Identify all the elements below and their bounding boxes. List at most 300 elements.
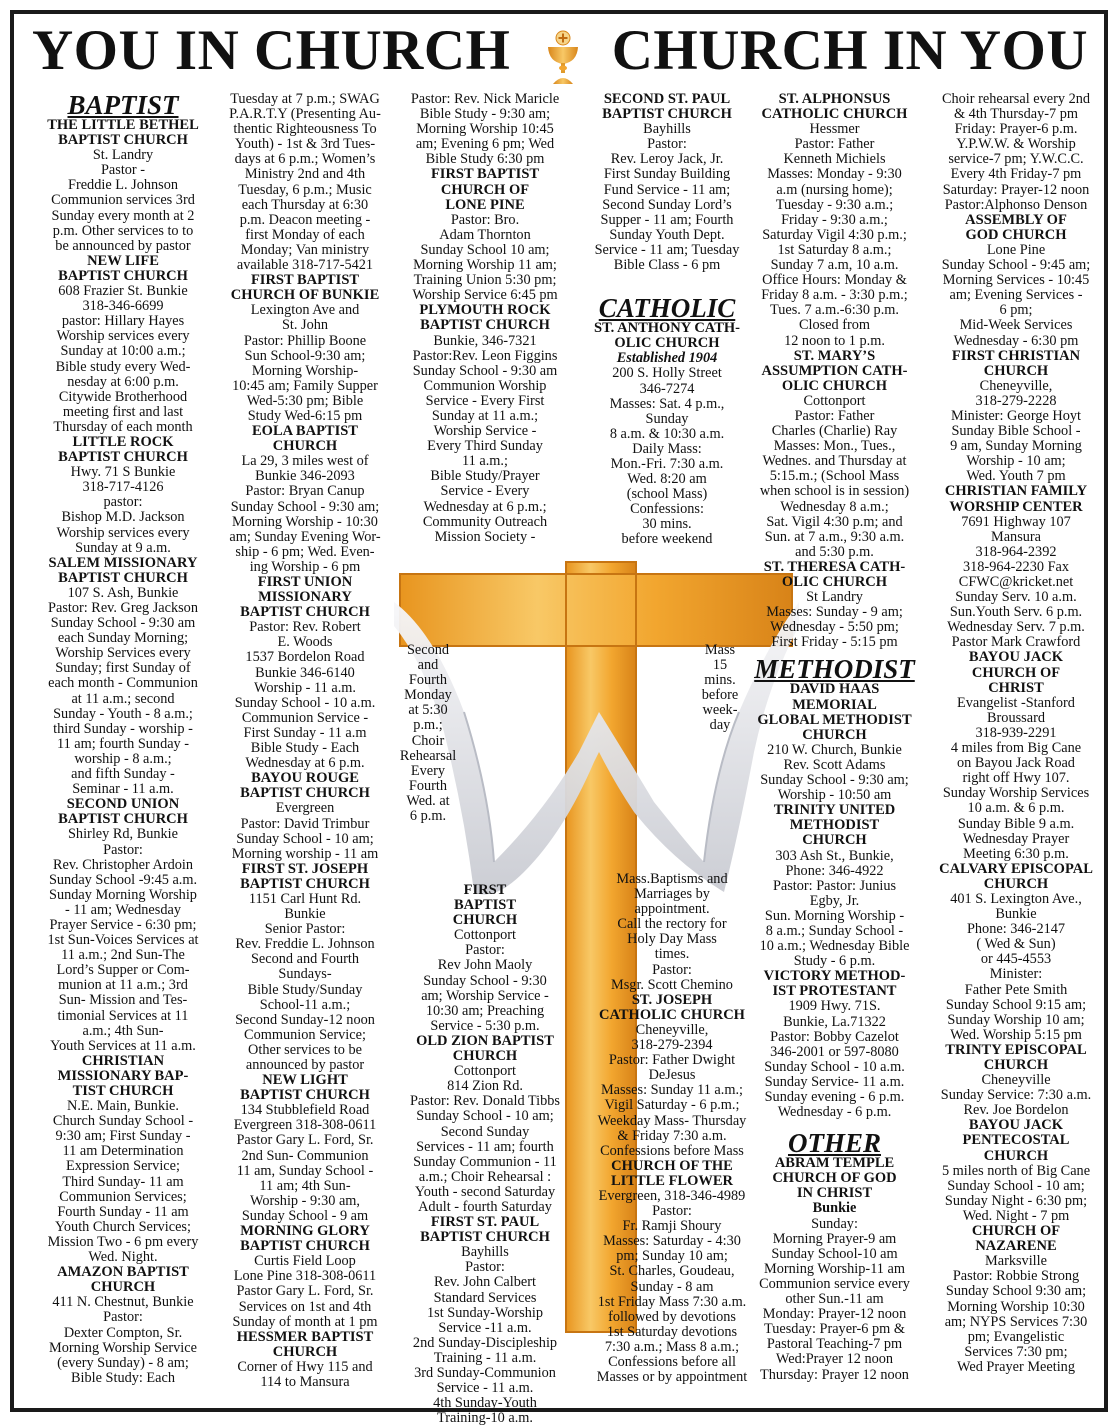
listing-text: (every Sunday) - 8 am; [57,1354,189,1371]
listing-text: Second and Fourth [250,951,359,968]
listing-text: and [417,657,439,674]
listing-text: Wednesday - 5:50 pm; [770,619,899,636]
listing-text: Rev. Leroy Jack, Jr. [610,151,724,168]
church-name: PLYMOUTH ROCK [419,302,551,319]
listing-text: Sunday School - 10 am; [416,1108,554,1125]
listing-text: Rev. John Calbert [434,1274,536,1291]
listing-text: Pastor: Father [794,407,875,424]
listing-text: Tuesday at 7 p.m.; SWAG [230,91,380,107]
listing-text: Call the rectory for [617,916,727,933]
listing-text: N.E. Main, Bunkie. [67,1098,179,1115]
church-name: BAPTIST CHURCH [58,811,188,828]
listing-text: Tuesday: Prayer-6 pm & [764,1321,905,1338]
listing-text: Pastor: [647,136,687,153]
listing-text: P.A.R.T.Y (Presenting Au- [229,106,381,123]
listing-text: Bible Study/Prayer [430,468,540,485]
listing-text: Wed-5:30 pm; Bible [246,392,364,409]
listing-text: Wed:Prayer 12 noon [775,1351,894,1368]
listing-text: Sunday School - 9:30 [423,972,547,989]
listing-text: Lone Pine 318-308-0611 [233,1268,377,1285]
listing-text: Pastor Gary L. Ford, Sr. [236,1132,374,1149]
listing-text: Pastor: [465,1259,505,1276]
listing-text: Hessmer [809,121,860,138]
church-name: BAYOU JACK [968,649,1064,666]
listing-text: Services 7:30 pm; [964,1343,1068,1360]
listing-text: Wednes. and Thursday at [762,453,907,470]
listing-text: Sunday School - 10 am; [236,830,374,847]
listing-col5-other [752,1156,917,1382]
listing-text: Choir [411,732,445,749]
listing-col4-lower [586,872,758,1385]
listing-text: Pastor: Bro. [450,211,520,228]
listing-text: service-7 pm; Y.W.C.C. [948,151,1084,168]
listing-text: Monday: Prayer-12 noon [762,1306,907,1323]
listing-text: Saturday Vigil 4:30 p.m.; [762,226,907,243]
banner-title-left: YOU IN CHURCH [32,19,511,82]
listing-text: 6 pm; [999,302,1033,319]
listing-text: 346-2001 or 597-8080 [770,1043,899,1060]
listing-text: Sunday Worship 10 am; [947,1011,1085,1028]
church-name: TIST CHURCH [72,1083,174,1099]
listing-text: Sunday School - 10 a.m. [234,694,376,711]
listing-mid-right [692,643,748,734]
listing-text: 814 Zion Rd. [447,1078,523,1095]
church-name: CATHOLIC CHURCH [599,1006,745,1023]
listing-text: Broussard [987,709,1045,726]
church-name: CHRISTIAN [81,1052,165,1069]
listing-text: Bunkie 346-6140 [255,664,355,681]
church-name: FIRST [463,882,507,898]
listing-text: Friday 8 a.m. - 3:30 p.m.; [761,287,908,304]
church-name: MISSIONARY BAP- [57,1067,189,1084]
listing-text: 10 a.m.; Wednesday Bible [759,938,910,955]
listing-text: Bunkie [284,906,326,923]
church-name: METHODIST [789,817,880,834]
church-name: CHURCH [983,1147,1049,1164]
listing-text: Evangelist -Stanford [957,694,1075,711]
listing-text: and fifth Sunday - [71,766,175,783]
listing-text: 5 miles north of Big Cane [941,1162,1091,1179]
listing-text: Sunday School - 10 am; [947,1177,1085,1194]
listing-text: Pastor: [103,841,143,858]
listing-text: 8 a.m.; Sunday School - [765,922,904,939]
listing-text: thentic Righteousness To [233,121,377,138]
listing-text: Tuesday, 6 p.m.; Music [238,181,372,198]
listing-text: Sun. at 7 a.m., 9:30 a.m. [764,528,905,545]
listing-text: Office Hours: Monday & [762,272,907,289]
listing-text: Worship - 10:50 am [777,787,892,804]
listing-text: p.m.; [413,717,443,734]
listing-text: Second Sunday [440,1123,530,1140]
listing-text: Holy Day Mass [627,931,717,948]
listing-text: a.m (nursing home); [776,181,893,198]
listing-text: Phone: 346-2147 [966,921,1066,938]
church-name: IST PROTESTANT [772,983,897,1000]
church-name: SECOND ST. PAUL [603,91,731,107]
listing-text: & 4th Thursday-7 pm [953,106,1079,123]
listing-text: Communion Worship [423,377,547,394]
church-name: NEW LIFE [87,252,159,269]
church-name: FIRST ST. JOSEPH [241,860,369,877]
listing-text: 318-964-2392 [975,543,1057,560]
listing-text: 11 am; fourth Sunday - [56,735,190,752]
listing-text: 1st Saturday 8 a.m.; [777,241,892,258]
listing-text: Cottonport [803,392,866,409]
listing-text: Service - Every [440,483,530,500]
listing-text: Sunday: [811,1215,858,1232]
listing-text: Mission Two - 6 pm every [47,1233,199,1250]
listing-text: 1909 Hwy. 71S. [788,998,881,1015]
listing-text: Pastor: Phillip Boone [243,332,367,349]
listing-text: Thursday of each month [53,418,193,435]
listing-text: 107 S. Ash, Bunkie [67,584,179,601]
listing-text: timonial Services at 11 [57,1007,189,1024]
listing-text: Lord’s Supper or Com- [56,962,190,979]
listing-text: ship - 6 pm; Wed. Even- [235,543,375,560]
listing-text: Confessions before Mass [600,1142,744,1159]
listing-text: Ministry 2nd and 4th [244,166,366,183]
listing-text: Saturday: Prayer-12 noon [942,181,1090,198]
church-name: FIRST CHRISTIAN [951,347,1081,364]
listing-text: Pastor: [652,1203,692,1220]
listing-text: Youth - second Saturday [414,1183,556,1200]
church-name: CHURCH OF [440,181,530,198]
listing-text: am; Evening Services - [949,287,1083,304]
listing-text: Morning Worship-11 am [763,1260,905,1277]
listing-text: Wed Prayer Meeting [957,1358,1075,1375]
listing-text: ing Worship - 6 pm [249,558,361,575]
listing-col3-lower [391,883,579,1426]
listing-text: Worship Service - [433,423,537,440]
listing-text: Masses: Sat. 4 p.m., [609,395,725,412]
listing-text: Wednesday at 6 p.m.; [423,498,547,515]
church-name: GOD CHURCH [965,226,1067,243]
listing-text: Sunday School - 9:30 am; [760,772,909,789]
listing-text: Bible study every Wed- [55,358,191,375]
listing-text: Pastor: [465,942,505,959]
listing-text: Sunday Communion - 11 [413,1153,557,1170]
listing-text: Services - 11 am; fourth [416,1138,554,1155]
listing-text: Monday [404,687,452,704]
listing-text: 318-346-6699 [82,298,164,315]
listing-text: Lexington Ave and [250,302,360,319]
listing-text: Wednesday Serv. 7 p.m. [947,619,1085,636]
listing-text: Worship - 11 a.m. [254,679,356,696]
listing-text: Service - 11 am; Tuesday [594,241,740,258]
listing-text: 114 to Mansura [260,1373,350,1390]
listing-text: Evergreen [275,800,335,817]
church-name: ST. THERESA CATH- [763,558,906,575]
listing-text: Masses: Sunday - 9 am; [766,604,903,621]
listing-text: - 11 am; Wednesday [65,901,181,918]
listing-text: Sunday School - 10 a.m. [764,1058,905,1075]
listing-text: Communion Services; [59,1188,187,1205]
listing-text: Sunday School -9:45 a.m. [48,871,198,888]
listing-text: Seminar - 11 a.m. [72,781,174,798]
church-name: BAPTIST CHURCH [58,449,188,466]
church-name: OLIC CHURCH [781,377,888,394]
listing-text: Other services to be [248,1041,362,1058]
listing-text: Confessions: [630,501,704,518]
listing-text: Study - 6 p.m. [793,953,876,970]
listing-text: Masses: Mon., Tues., [773,438,896,455]
listing-text: Communion services 3rd [51,192,195,209]
listing-text: 9:30 am; First Sunday - [55,1128,191,1145]
listing-text: Sunday Night - 6:30 pm; [944,1192,1088,1209]
listing-text: Mon.-Fri. 7:30 a.m. [610,455,724,472]
listing-text: Dexter Compton, Sr. [63,1324,183,1341]
listing-text: Citywide Brotherhood [58,388,188,405]
listing-text: Evergreen, 318-346-4989 [598,1187,746,1204]
listing-text: Pastor: Bobby Cazelot [770,1028,899,1045]
church-name: NAZARENE [975,1238,1057,1255]
church-name: ASSEMBLY OF [965,211,1067,228]
listing-text: Minister: [989,966,1043,983]
listing-text: Second [406,642,450,658]
listing-text: Sunday Bible School - [951,423,1081,440]
section-heading-methodist: METHODIST [754,654,915,685]
listing-text: Lone Pine [986,241,1046,258]
listing-text: Second Sunday Lord’s [602,196,732,213]
listing-text: Y.P.W.W. & Worship [956,136,1076,153]
church-name: BAPTIST [453,897,517,914]
church-name: BAPTIST CHURCH [240,875,370,892]
church-name: OLD ZION BAPTIST [416,1032,554,1049]
church-name: THE LITTLE BETHEL [47,117,199,133]
listing-text: Wednesday - 6 p.m. [777,1104,892,1121]
listing-text: Bible Study 6:30 pm [425,151,545,168]
listing-text: 2nd Sunday-Discipleship [412,1334,558,1351]
church-name: PENTECOSTAL [962,1132,1070,1149]
church-name: TRINITY UNITED [773,802,896,819]
listing-text: First Sunday Building [603,166,731,183]
listing-text: Fund Service - 11 am; [603,181,731,198]
listing-text: 1537 Bordelon Road [245,649,365,666]
listing-text: pm; Evangelistic [967,1328,1065,1345]
st-anthony-continued [692,643,748,734]
listing-text: Bible Study - 9:30 am; [419,106,551,123]
listing-text: Wednesday 8 a.m.; [780,498,889,515]
listing-text: Pastor: David Trimbur [240,815,370,832]
church-name: CALVARY EPISCOPAL [939,860,1093,877]
listing-text: Thursday: Prayer 12 noon [760,1366,909,1383]
section-heading-other: OTHER [787,1128,881,1159]
listing-text: Bible Study - Each [250,740,360,757]
listing-text: Cottonport [454,927,516,944]
church-name: CHURCH [272,438,338,455]
listing-text: Vigil Saturday - 6 p.m.; [604,1097,740,1114]
listing-text: 11 am, Sunday School - [236,1162,374,1179]
church-name: BAPTIST CHURCH [420,317,550,334]
church-name: LITTLE FLOWER [610,1172,734,1189]
listing-text: Pastor: Bryan Canup [245,483,365,500]
listing-text: First Friday - 5:15 pm [771,634,898,651]
banner [14,14,1104,90]
listing-text: Pastor: Rev. Robert [249,619,361,636]
page-frame [10,10,1108,1426]
column-2 [214,92,396,1390]
listing-text: 4th Sunday-Youth [433,1395,537,1412]
listing-text: Minister: George Hoyt [951,407,1081,424]
listing-text: 608 Frazier St. Bunkie [58,283,188,300]
listing-text: Sunday of month at 1 pm [232,1313,378,1330]
listing-text: 8 a.m. & 10:30 a.m. [609,425,725,442]
listing-text: Monday; Van ministry [240,241,370,258]
listing-text: meeting first and last [62,403,184,420]
listing-text: Wednesday Prayer [962,830,1070,847]
listing-text: Cheneyville, [635,1021,709,1038]
listing-text: Sunday School 9:30 am; [945,1283,1087,1300]
church-name: SECOND UNION [66,796,180,813]
listing-text: 3rd Sunday-Communion [414,1365,556,1381]
listing-text: Masses: Monday - 9:30 [767,166,902,183]
listing-text: am; Evening 6 pm; Wed [415,136,555,153]
listing-text: Sunday School - 9 am [241,1207,369,1224]
listing-text: day [709,717,731,734]
listing-text: 318-939-2291 [975,724,1057,741]
listing-text: Rev. Freddie L. Johnson [235,936,375,953]
section-heading-baptist: BAPTIST [67,90,179,120]
listing-text: 318-964-2230 Fax [962,558,1070,575]
listing-text: announced by pastor [245,1057,365,1073]
listing-text: 11 am Determination [62,1143,184,1160]
listing-text: 318-279-2228 [975,392,1057,409]
listing-text: Masses: Saturday - 4:30 [603,1233,741,1250]
established-note: Established 1904 [616,350,718,367]
listing-mid-left [394,643,462,824]
church-name: FIRST UNION [257,574,353,590]
listing-text: 7:30 a.m.; Mass 8 a.m.; [604,1338,740,1355]
listing-text: Bible Class - 6 pm [613,257,721,274]
listing-text: week- [702,702,738,719]
listing-text: Communion Service - [241,709,369,726]
listing-text: or 445-4553 [980,951,1052,968]
listing-text: Sun School-9:30 am; [244,347,366,364]
church-name: LONE PINE [445,196,525,213]
listing-text: Marksville [985,1253,1047,1270]
listing-col6 [926,92,1106,1375]
listing-text: Confessions before all [608,1354,736,1370]
listing-text: Bayhills [461,1244,509,1261]
listing-text: Morning Worship 10:45 [416,121,554,138]
listing-text: Bunkie 346-2093 [255,468,355,485]
listing-text: Pastor Mark Crawford [951,634,1081,651]
listing-text: Pastor:Rev. Leon Figgins [412,347,558,364]
listing-text: Services on 1st and 4th [238,1298,372,1315]
listing-text: CFWC@kricket.net [958,574,1074,590]
listing-text: Morning Prayer-9 am [772,1230,897,1247]
listing-text: Adam Thornton [439,226,531,243]
church-name: FIRST BAPTIST [250,272,360,289]
listing-col4-catholic [577,321,757,547]
listing-text: Tuesday - 9:30 a.m.; [775,196,894,213]
listing-text: Bayhills [643,121,691,138]
listing-text: Youth) - 1st & 3rd Tues- [234,136,376,153]
listing-text: St. Charles, Goudeau, [609,1263,735,1280]
listing-text: 318-717-4126 [82,479,164,496]
church-name: BAPTIST CHURCH [240,785,370,802]
listing-text: 12 noon to 1 p.m. [784,332,885,349]
church-name: MEMORIAL [792,696,877,713]
church-name: BAYOU ROUGE [251,770,359,787]
listing-text: Sunday Youth Dept. [609,226,725,243]
column-3 [391,92,579,545]
chalice-icon [546,30,580,86]
listing-text: Sunday - Youth - 8 a.m.; [53,705,193,722]
listing-text: 10:45 am; Family Supper [232,377,378,394]
listing-text: Cottonport [454,1063,516,1080]
listing-text: each Thursday at 6:30 [241,196,369,213]
listing-text: worship - 8 a.m.; [74,750,172,767]
listing-text: 303 Ash St., Bunkie, [775,847,894,864]
listing-text: Bunkie [995,906,1037,923]
listing-text: 15 [712,657,728,674]
listing-text: 30 mins. [642,516,692,533]
listing-text: Friday: Prayer-6 p.m. [954,121,1078,138]
listing-text: Cheneyville [981,1072,1051,1089]
listing-text: Prayer Service - 6:30 pm; [49,916,197,933]
listing-text: each month - Communion [48,675,198,692]
listing-text: Father Pete Smith [964,981,1068,998]
section-heading-catholic: CATHOLIC [598,293,736,324]
plymouth-rock-continued [394,643,462,824]
listing-text: Community Outreach [422,513,548,530]
listing-text: followed by devotions [608,1308,736,1325]
listing-text: Mass [704,642,736,658]
listing-text: Pastor:Alphonso Denson [944,196,1088,213]
listing-text: Charles (Charlie) Ray [771,423,898,440]
location-label: Bunkie [812,1200,857,1217]
listing-text: a.m.; 4th Sun- [82,1022,164,1039]
listing-text: 1st Sun-Voices Services at [47,932,199,949]
listing-text: other Sun.-11 am [785,1291,884,1308]
listing-text: appointment. [634,901,710,918]
listing-text: Sunday School 9:15 am; [945,996,1087,1013]
listing-text: First Sunday - 11 a.m [243,724,367,741]
listing-text: Training Union 5:30 pm; [413,272,557,289]
church-name: CHRIST [988,679,1044,696]
listing-text: 5:15.m.; (School Mass [769,468,900,485]
listing-text: Rehearsal [399,747,457,764]
listing-text: Sunday at 11 a.m.; [431,407,539,424]
listing-col2 [214,92,396,1390]
listing-text: Wednesday at 6 p.m. [245,755,365,772]
listing-text: before weekend [621,531,713,548]
listing-text: Bishop M.D. Jackson [61,509,185,526]
listing-text: am; NYPS Services 7:30 [944,1313,1088,1330]
listing-text: Worship - 9:30 am, [249,1192,361,1209]
listing-text: Wed. Night - 7 pm [962,1207,1070,1224]
listing-text: Worship services every [56,524,190,541]
column-4-lower [586,872,758,1385]
church-name: CHURCH OF [971,1223,1061,1240]
listing-text: (school Mass) [626,486,708,503]
listing-text: DeJesus [648,1067,696,1084]
church-name: IN CHRIST [796,1185,873,1202]
listing-text: 7691 Highway 107 [961,513,1071,530]
church-name: OLIC CHURCH [614,335,720,352]
church-name: BAPTIST CHURCH [240,604,370,621]
listing-text: Sunday Service- 11 a.m. [764,1073,905,1090]
church-name: DAVID HAAS [789,681,880,698]
listing-text: Every 4th Friday-7 pm [950,166,1082,183]
listing-text: Training - 11 a.m. [433,1349,537,1366]
listing-text: Church Sunday School - [52,1113,194,1130]
listing-text: Communion Service; [244,1026,366,1043]
listing-text: Morning worship - 11 am [231,845,379,862]
listing-text: Morning Worship 10:30 [947,1298,1085,1315]
church-name: BAPTIST CHURCH [58,569,188,586]
